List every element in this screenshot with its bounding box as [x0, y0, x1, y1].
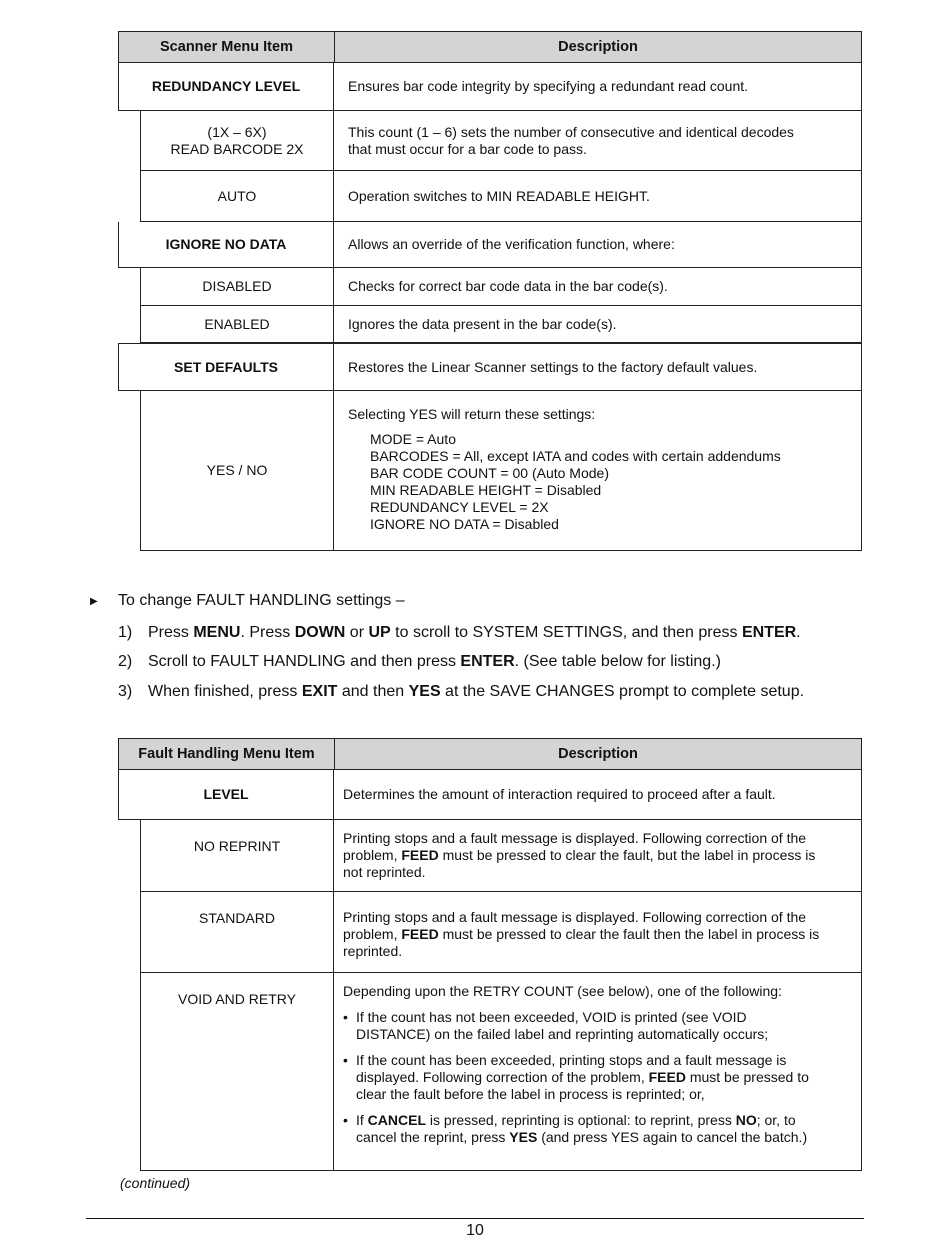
scanner-menu-table [118, 31, 862, 551]
step-text [148, 683, 804, 701]
description-line: Printing stops and a fault message is displayed. Following correction of the [343, 830, 807, 846]
instruction-step [118, 618, 804, 648]
table-row-option [140, 111, 862, 171]
option-description [334, 973, 861, 1170]
step-text [148, 653, 721, 671]
description-line: This count (1 – 6) sets the number of consecutive and identical decodes [348, 123, 794, 140]
step-text [148, 624, 801, 642]
menu-item-description: Determines the amount of interaction required to proceed after a fault. [343, 786, 776, 802]
description-line [356, 1129, 847, 1146]
table-row-level [118, 770, 862, 820]
key-name: ENTER [741, 623, 797, 641]
option-description [334, 391, 861, 550]
fault-handling-menu-table [118, 738, 862, 1171]
table-row-redundancy-level [118, 63, 862, 111]
step-text-part: Scroll to FAULT HANDLING and then press [148, 653, 461, 671]
step-text-part: to scroll to SYSTEM SETTINGS, and then press [390, 623, 742, 641]
step-text-part: Press [148, 623, 194, 641]
key-name: FEED [401, 926, 439, 942]
description-line: not reprinted. [343, 864, 426, 880]
setting-line: MIN READABLE HEIGHT = Disabled [370, 482, 602, 498]
option-label: NO REPRINT [141, 820, 334, 891]
step-text-part: or [345, 623, 369, 641]
text-part: cancel the reprint, press [356, 1129, 510, 1145]
text-part: problem, [343, 847, 402, 863]
instruction-step [118, 677, 804, 707]
menu-item-label: LEVEL [119, 770, 334, 819]
text-part: is pressed, reprinting is optional: to reprint, press [426, 1112, 736, 1128]
default-settings-list [370, 431, 847, 533]
description-line: that must occur for a bar code to pass. [348, 140, 587, 157]
text-part: problem, [343, 926, 402, 942]
option-label: DISABLED [141, 268, 334, 305]
step-text-part: at the SAVE CHANGES prompt to complete setup. [440, 682, 805, 700]
key-name: FEED [648, 1069, 686, 1085]
option-description: Checks for correct bar code data in the bar code(s). [348, 278, 668, 294]
menu-item-label: IGNORE NO DATA [119, 222, 334, 267]
option-description [334, 820, 861, 891]
key-name: FEED [401, 847, 439, 863]
table-header [118, 738, 862, 770]
instruction-lead-text: To change FAULT HANDLING settings – [118, 592, 405, 609]
description-line: Printing stops and a fault message is displayed. Following correction of the [343, 909, 807, 925]
description-line: Depending upon the RETRY COUNT (see below), one of the following: [343, 983, 782, 999]
option-label: ENABLED [141, 306, 334, 342]
triangle-bullet-icon: ▶ [90, 595, 98, 607]
description-line [343, 926, 847, 943]
step-text-part: . Press [240, 623, 295, 641]
description-line [356, 1112, 847, 1129]
step-text-part: . (See table below for listing.) [514, 653, 721, 671]
text-part: displayed. Following correction of the problem, [356, 1069, 649, 1085]
table-row-option [140, 171, 862, 222]
setting-line: BARCODES = All, except IATA and codes with certain addendums [370, 448, 781, 464]
column-header-menu-item: Scanner Menu Item [119, 32, 335, 62]
setting-line: IGNORE NO DATA = Disabled [370, 516, 559, 532]
table-row-option [140, 820, 862, 892]
table-row-option [140, 306, 862, 343]
key-name: MENU [193, 623, 241, 641]
setting-line: BAR CODE COUNT = 00 (Auto Mode) [370, 465, 609, 481]
list-item [343, 1009, 847, 1043]
instruction-lead [90, 590, 804, 612]
step-number: 1) [118, 623, 133, 641]
description-line [343, 847, 847, 864]
fault-handling-instructions [90, 590, 804, 707]
continued-note: (continued) [120, 1175, 191, 1191]
text-part: must be pressed to [685, 1069, 809, 1085]
table-row-option [140, 973, 862, 1171]
menu-item-label: SET DEFAULTS [119, 344, 334, 390]
outcome-list [343, 1000, 847, 1146]
description-line [356, 1069, 847, 1086]
instruction-step [118, 648, 804, 678]
description-line: • If the count has not been exceeded, VOID is printed (see VOID [356, 1009, 747, 1025]
option-label: VOID AND RETRY [141, 973, 334, 1170]
key-name: CANCEL [367, 1112, 427, 1128]
key-name: YES [408, 682, 441, 700]
table-row-option [140, 892, 862, 973]
key-name: YES [509, 1129, 538, 1145]
description-line: • If the count has been exceeded, printing stops and a fault message is [356, 1052, 787, 1068]
step-text-part: . [796, 623, 801, 641]
step-text-part: When finished, press [148, 682, 302, 700]
text-part: must be pressed to clear the fault, but the label in process is [438, 847, 816, 863]
option-label: AUTO [141, 171, 334, 221]
key-name: UP [368, 623, 391, 641]
option-label: YES / NO [141, 391, 334, 550]
option-description [334, 892, 861, 972]
option-label-line: READ BARCODE 2X [170, 140, 304, 157]
description-line: reprinted. [343, 943, 403, 959]
list-item [343, 1112, 847, 1146]
option-label: STANDARD [141, 892, 334, 972]
table-header [118, 31, 862, 63]
column-header-description: Description [558, 39, 638, 55]
menu-item-label: REDUNDANCY LEVEL [119, 63, 334, 110]
instruction-steps [90, 618, 804, 707]
key-name: DOWN [294, 623, 346, 641]
page-number: 10 [466, 1222, 484, 1239]
key-name: ENTER [460, 653, 515, 671]
menu-item-description: Ensures bar code integrity by specifying a redundant read count. [348, 78, 749, 94]
setting-line: REDUNDANCY LEVEL = 2X [370, 499, 549, 515]
option-label-line: (1X – 6X) [207, 123, 267, 140]
menu-item-description: Restores the Linear Scanner settings to the factory default values. [348, 358, 758, 375]
description-line: DISTANCE) on the failed label and reprinting automatically occurs; [356, 1026, 769, 1042]
setting-line: MODE = Auto [370, 431, 456, 447]
step-number: 3) [118, 682, 133, 700]
option-description [334, 111, 861, 170]
list-item [343, 1052, 847, 1103]
table-row-option [140, 268, 862, 306]
description-line: clear the fault before the label in process is reprinted; or, [356, 1086, 705, 1102]
key-name: EXIT [301, 682, 338, 700]
text-part: (and press YES again to cancel the batch.) [537, 1129, 808, 1145]
text-part: ; or, to [756, 1112, 796, 1128]
description-line: Selecting YES will return these settings: [348, 406, 596, 422]
footer-divider [86, 1218, 864, 1219]
step-text-part: and then [337, 682, 409, 700]
table-row-set-defaults [118, 343, 862, 391]
column-header-description: Description [558, 746, 638, 762]
menu-item-description: Allows an override of the verification function, where: [348, 236, 675, 252]
option-description: Operation switches to MIN READABLE HEIGHT. [348, 187, 650, 204]
option-label [141, 111, 334, 170]
text-part: must be pressed to clear the fault then the label in process is [438, 926, 820, 942]
step-number: 2) [118, 653, 133, 671]
column-header-menu-item: Fault Handling Menu Item [119, 739, 335, 769]
table-row-ignore-no-data [118, 222, 862, 268]
table-row-option [140, 391, 862, 551]
key-name: NO [735, 1112, 757, 1128]
option-description: Ignores the data present in the bar code(s). [348, 315, 617, 332]
text-part: If [356, 1112, 368, 1128]
